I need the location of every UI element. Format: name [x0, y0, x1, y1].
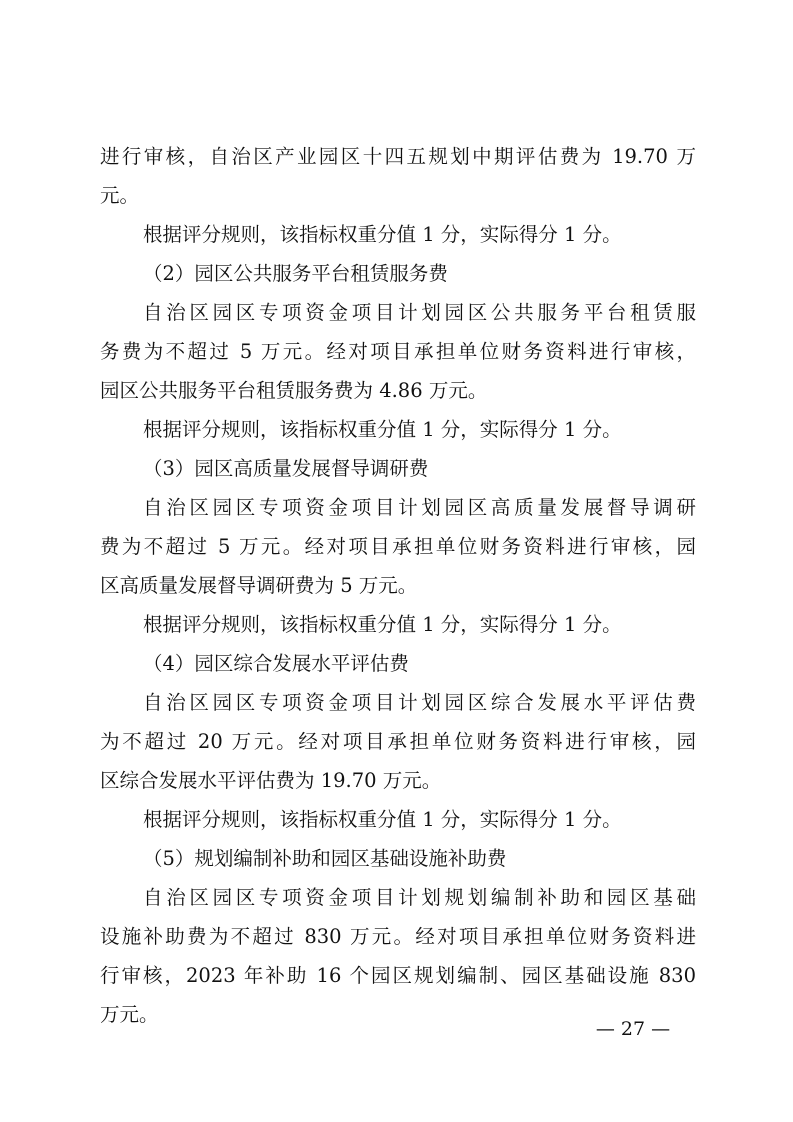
body-text-line: 自治区园区专项资金项目计划园区公共服务平台租赁服 — [143, 301, 696, 324]
body-text-line: 根据评分规则，该指标权重分值 1 分，实际得分 1 分。 — [143, 223, 622, 246]
body-text-line: 根据评分规则，该指标权重分值 1 分，实际得分 1 分。 — [143, 418, 622, 441]
body-text-line: 务费为不超过 5 万元。经对项目承担单位财务资料进行审核， — [100, 340, 696, 363]
body-text-line: 区综合发展水平评估费为 19.70 万元。 — [100, 769, 442, 792]
body-text-line: 根据评分规则，该指标权重分值 1 分，实际得分 1 分。 — [143, 613, 622, 636]
section-heading: （3）园区高质量发展督导调研费 — [143, 457, 429, 480]
body-text-line: 自治区园区专项资金项目计划园区高质量发展督导调研 — [143, 496, 696, 519]
page-number: — 27 — — [595, 1018, 671, 1040]
body-text-line: 自治区园区专项资金项目计划园区综合发展水平评估费 — [143, 691, 696, 714]
body-text-line: 根据评分规则，该指标权重分值 1 分，实际得分 1 分。 — [143, 808, 622, 831]
section-heading: （5）规划编制补助和园区基础设施补助费 — [143, 847, 507, 870]
body-text-line: 设施补助费为不超过 830 万元。经对项目承担单位财务资料进 — [100, 925, 696, 948]
body-text-line: 元。 — [100, 184, 140, 207]
section-heading: （2）园区公共服务平台租赁服务费 — [143, 262, 448, 285]
body-text-line: 为不超过 20 万元。经对项目承担单位财务资料进行审核，园 — [100, 730, 696, 753]
body-text-line: 费为不超过 5 万元。经对项目承担单位财务资料进行审核，园 — [100, 535, 696, 558]
body-text-line: 自治区园区专项资金项目计划规划编制补助和园区基础 — [143, 886, 696, 909]
body-text-line: 进行审核，自治区产业园区十四五规划中期评估费为 19.70 万 — [100, 145, 696, 168]
body-text-line: 园区公共服务平台租赁服务费为 4.86 万元。 — [100, 379, 488, 402]
body-text-line: 区高质量发展督导调研费为 5 万元。 — [100, 574, 418, 597]
section-heading: （4）园区综合发展水平评估费 — [143, 652, 409, 675]
body-text-line: 行审核，2023 年补助 16 个园区规划编制、园区基础设施 830 — [100, 964, 696, 987]
body-text-line: 万元。 — [100, 1003, 159, 1026]
